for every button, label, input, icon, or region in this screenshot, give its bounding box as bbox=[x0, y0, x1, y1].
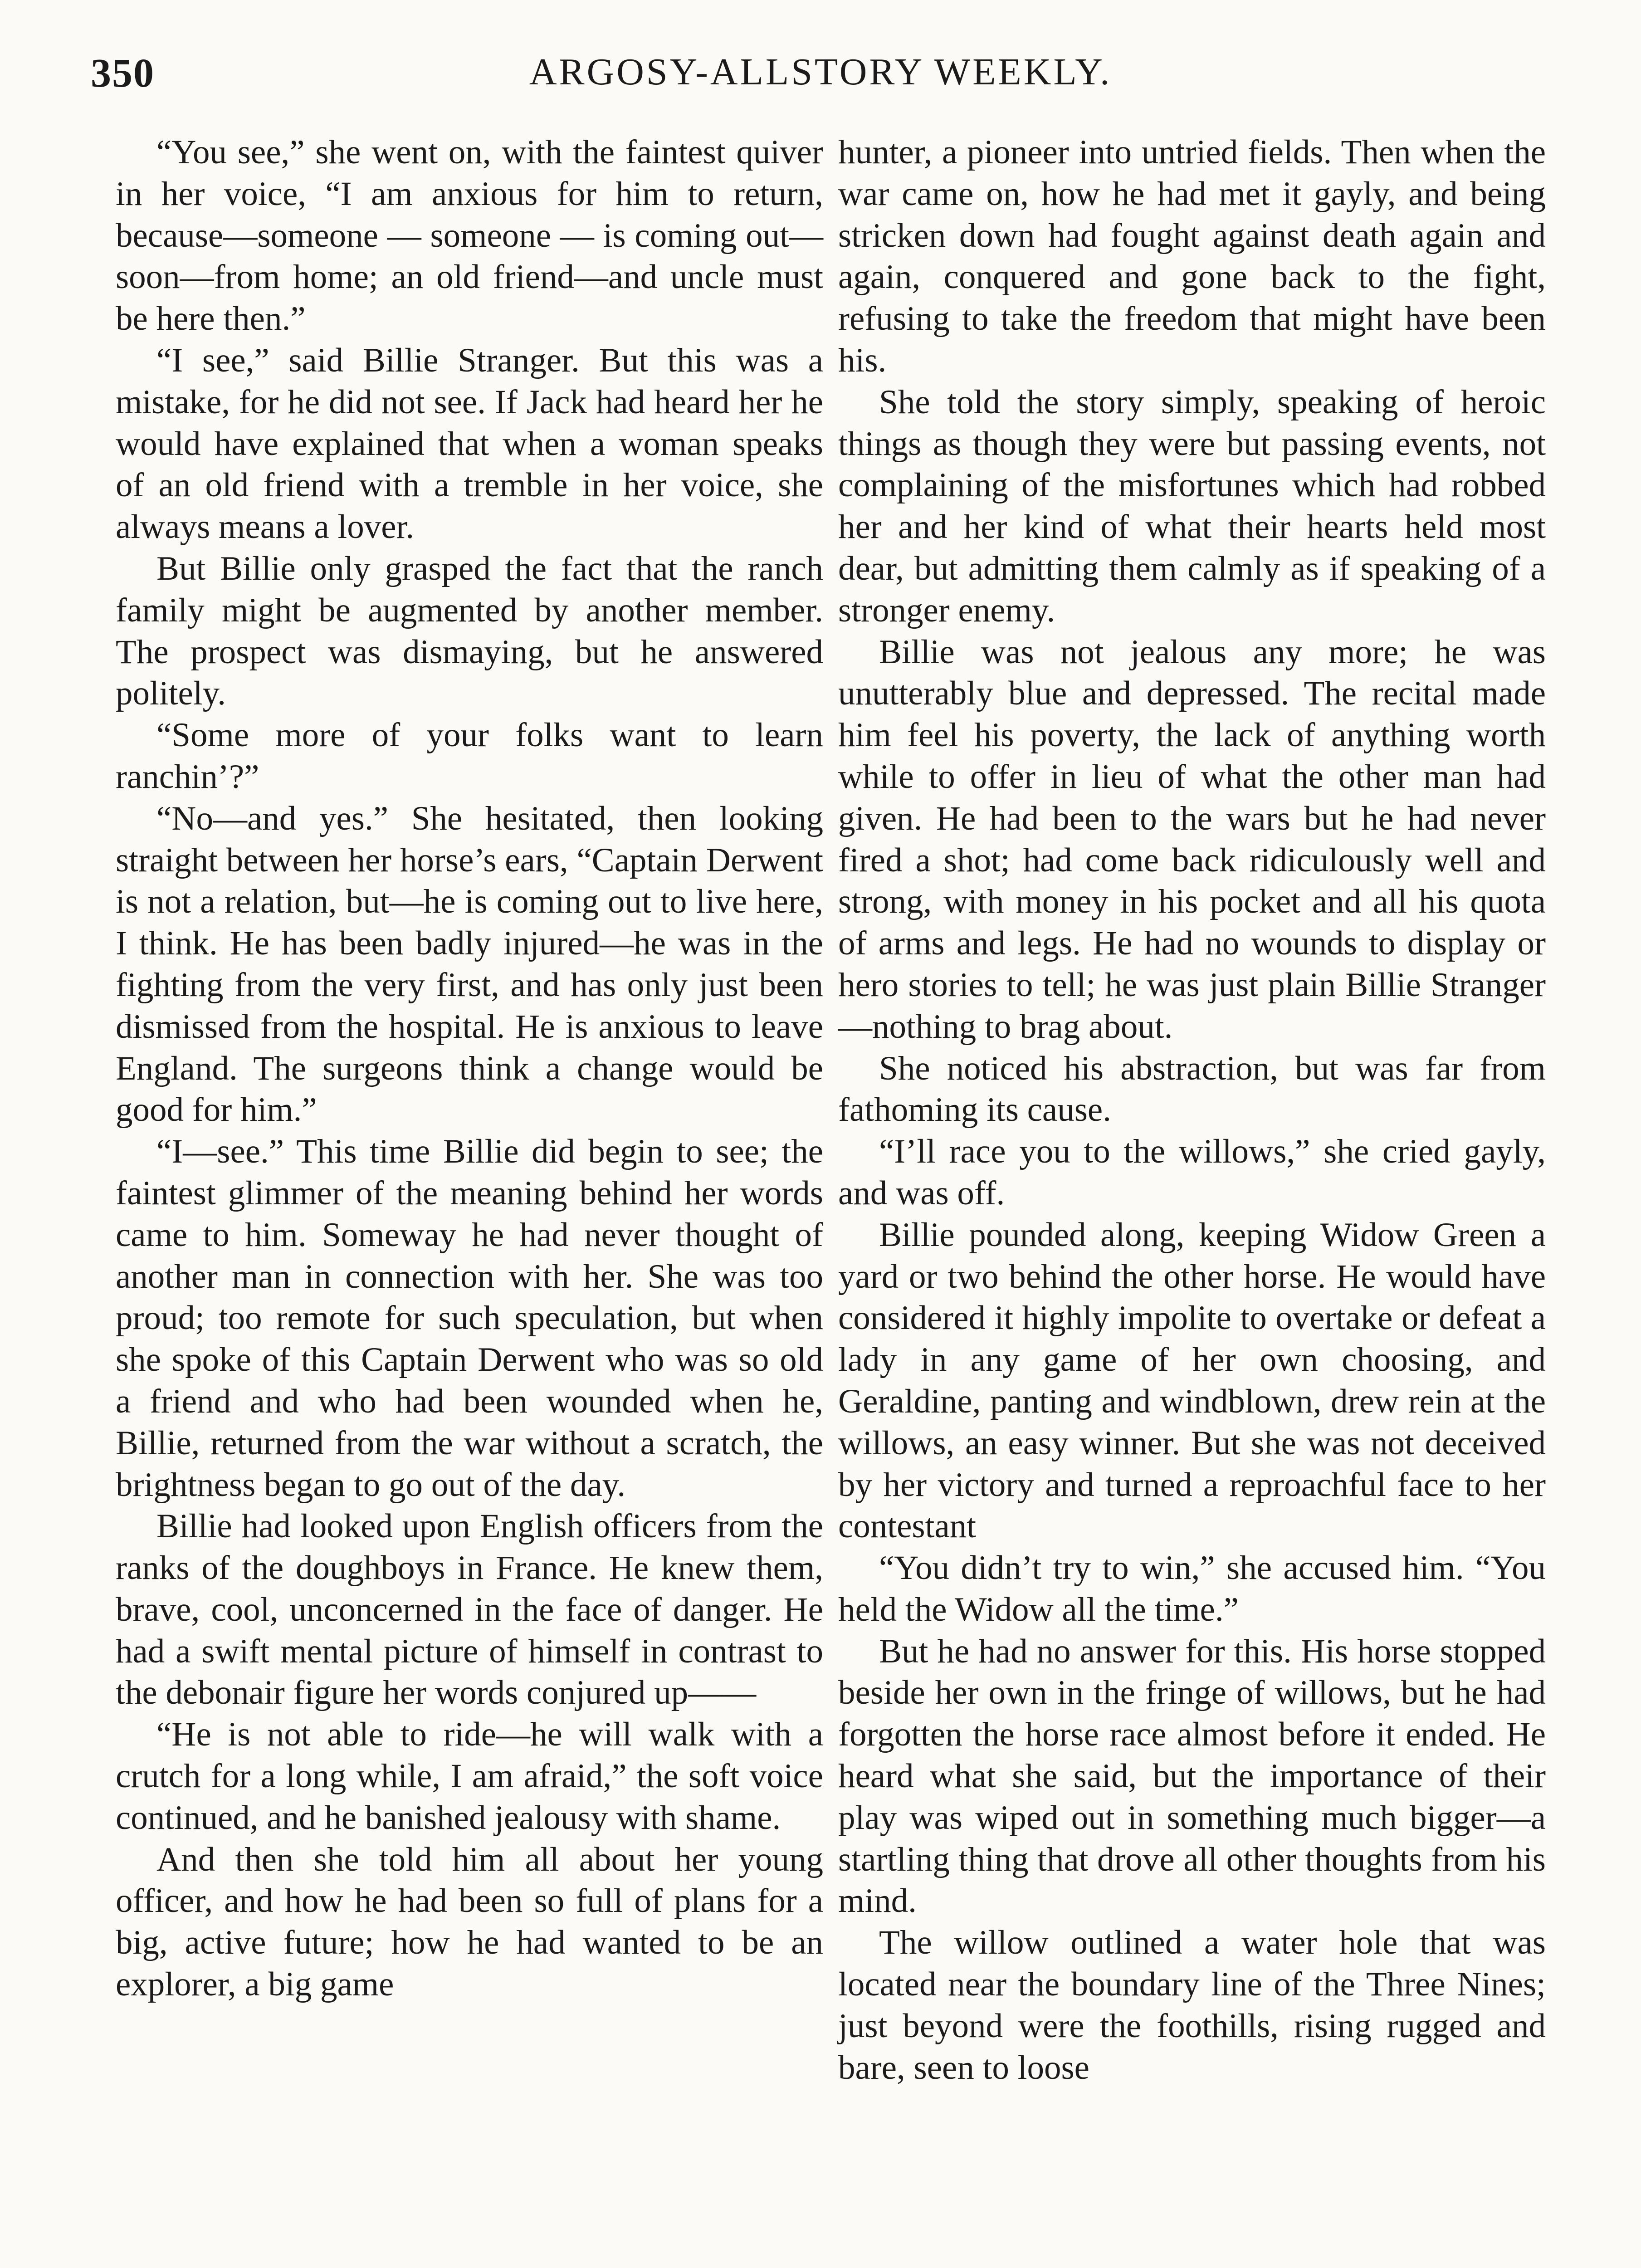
paragraph: “You see,” she went on, with the faintest quiver in her voice, “I am anxious for him to return, because—someone — someone — is coming out—soon—from home; an old friend—and uncle must be here then.” bbox=[116, 133, 823, 338]
paragraph: “You didn’t try to win,” she accused him. “You held the Widow all the time.” bbox=[838, 1549, 1546, 1628]
paragraph: She noticed his abstraction, but was far from fathoming its cause. bbox=[838, 1049, 1546, 1129]
running-title: ARGOSY-ALLSTORY WEEKLY. bbox=[529, 51, 1112, 93]
paragraph: Billie was not jealous any more; he was unutterably blue and depressed. The recital made him feel his poverty, the lack of anything worth while to offer in lieu of what the other man had given. He had been to the wars but he had never fired a shot; had come back ridiculously well and strong, with money in his pocket and all his quota of arms and legs. He had no wounds to display or hero stories to tell; he was just plain Billie Stranger—nothing to brag about. bbox=[838, 633, 1546, 1046]
paragraph: But Billie only grasped the fact that the ranch family might be augmented by another member. The prospect was dismaying, but he answered politely. bbox=[116, 549, 823, 713]
page-number: 350 bbox=[91, 51, 155, 96]
paragraph: And then she told him all about her young officer, and how he had been so full of plans for a big, active future; how he had wanted to be an explorer, a big game bbox=[116, 1840, 823, 2004]
paragraph: But he had no answer for this. His horse stopped beside her own in the fringe of willows, but he had forgotten the horse race almost before it ended. He heard what she said, but the importance of their play was wiped out in something much bigger—a startling thing that drove all other thoughts from his mind. bbox=[838, 1632, 1546, 1920]
paragraph: “I—see.” This time Billie did begin to see; the faintest glimmer of the meaning behind her words came to him. Someway he had never thought of another man in connection with her. She was too proud; too remote for such speculation, but when she spoke of this Captain Derwent who was so old a friend and who had been wounded when he, Billie, returned from the war without a scratch, the brightness began to go out of the day. bbox=[116, 1133, 823, 1504]
paragraph: The willow outlined a water hole that was located near the boundary line of the Three Nines; just beyond were the foothills, rising rugged and bare, seen to loose bbox=[838, 1924, 1546, 2087]
paragraph: “Some more of your folks want to learn ranchin’?” bbox=[116, 716, 823, 796]
paragraph: “No—and yes.” She hesitated, then looking straight between her horse’s ears, “Captain Derwent is not a relation, but—he is coming out to live here, I think. He has been badly injured—he was in the fighting from the very first, and has only just been dismissed from the hospital. He is anxious to leave England. The surgeons think a change would be good for him.” bbox=[116, 799, 823, 1129]
paragraph: Billie had looked upon English officers from the ranks of the doughboys in France. He knew them, brave, cool, unconcerned in the face of danger. He had a swift mental picture of himself in contrast to the debonair figure her words conjured up—— bbox=[116, 1507, 823, 1712]
paragraph: “I see,” said Billie Stranger. But this was a mistake, for he did not see. If Jack had heard her he would have explained that when a woman speaks of an old friend with a tremble in her voice, she always means a lover. bbox=[116, 341, 823, 546]
paragraph: “I’ll race you to the willows,” she cried gayly, and was off. bbox=[838, 1133, 1546, 1212]
paragraph: She told the story simply, speaking of heroic things as though they were but passing events, not complaining of the misfortunes which had robbed her and her kind of what their hearts held most dear, but admitting them calmly as if speaking of a stronger enemy. bbox=[838, 383, 1546, 629]
paragraph: “He is not able to ride—he will walk with a crutch for a long while, I am afraid,” the soft voice continued, and he banished jealousy with shame. bbox=[116, 1716, 823, 1837]
paragraph: hunter, a pioneer into untried fields. Then when the war came on, how he had met it gayly, and being stricken down had fought against death again and again, conquered and gone back to the fight, refusing to take the freedom that might have been his. bbox=[838, 133, 1546, 379]
page-header bbox=[0, 50, 1641, 113]
left-column bbox=[116, 132, 823, 2005]
paragraph: Billie pounded along, keeping Widow Green a yard or two behind the other horse. He would have considered it highly impolite to overtake or defeat a lady in any game of her own choosing, and Geraldine, panting and windblown, drew rein at the willows, an easy winner. But she was not deceived by her victory and turned a reproachful face to her contestant bbox=[838, 1216, 1546, 1545]
right-column bbox=[838, 132, 1546, 2088]
